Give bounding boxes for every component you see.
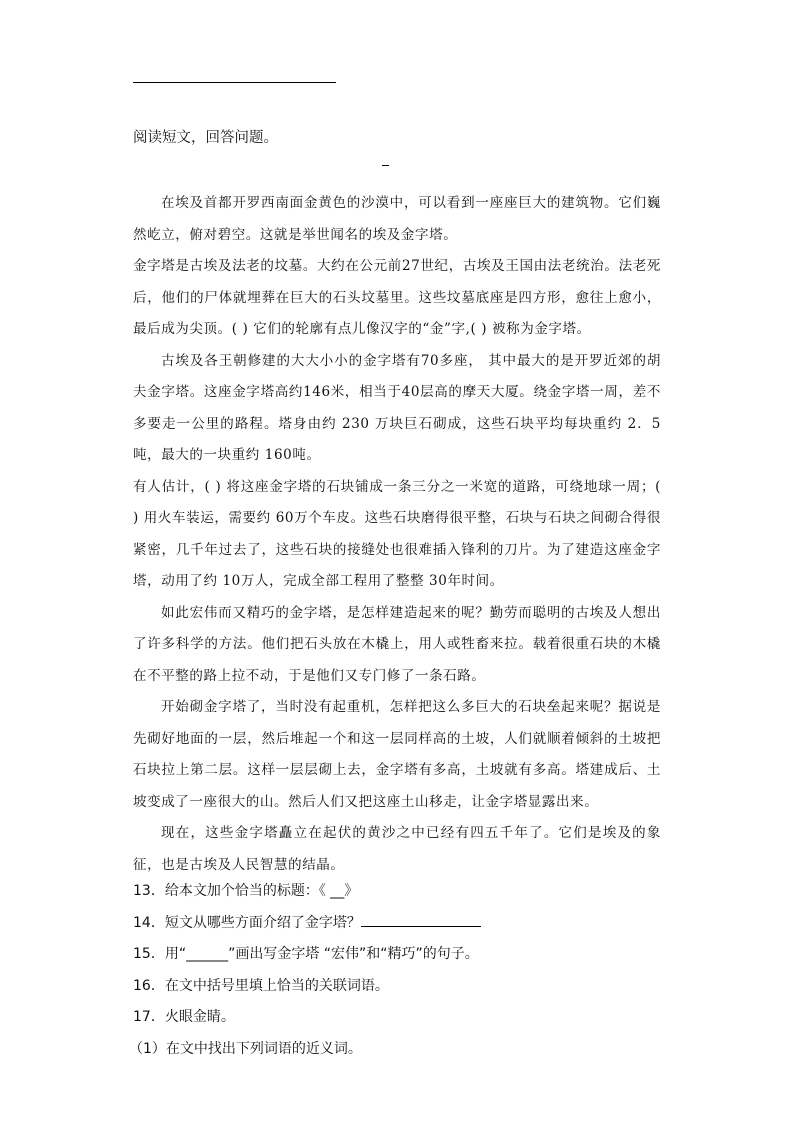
top-divider-line	[133, 82, 336, 83]
article-paragraph-1: 在埃及首都开罗西南面金黄色的沙漠中，可以看到一座座巨大的建筑物。它们巍然屹立，俯对碧空。这就是举世闻名的埃及金字塔。	[133, 195, 661, 243]
question-13: 13．给本文加个恰当的标题：《 __》	[133, 883, 359, 899]
article-paragraph-3: 古埃及各王朝修建的大大小小的金字塔有70多座， 其中最大的是开罗近郊的胡夫金字塔。这座金字塔高约146米，相当于40层高的摩天大厦。绕金字塔一周，差不多要走一公里的路程。塔身由约 230 万块巨石砌成，这些石块平均每块重约 2．5 吨，最大的一块重约 160吨。	[133, 352, 661, 463]
answer-blank-14[interactable]	[361, 912, 481, 927]
article-paragraph-5: 如此宏伟而又精巧的金字塔，是怎样建造起来的呢？勤劳而聪明的古埃及人想出了许多科学的方法。他们把石头放在木橇上，用人或牲畜来拉。载着很重石块的木橇在不平整的路上拉不动，于是他们又专门修了一条石路。	[133, 604, 661, 684]
reading-instruction: 阅读短文，回答问题。	[133, 130, 278, 146]
article-paragraph-7: 现在，这些金字塔矗立在起伏的黄沙之中已经有四五千年了。它们是埃及的象征，也是古埃及人民智慧的结晶。	[133, 825, 661, 873]
question-14-text: 14．短文从哪些方面介绍了金字塔？	[133, 914, 361, 931]
question-14	[133, 908, 693, 940]
article-paragraph-4: 有人估计，( ) 将这座金字塔的石块铺成一条三分之一米宽的道路，可绕地球一周；( ) 用火车装运，需要约 60万个车皮。这些石块磨得很平整，石块与石块之间砌合得很紧密，几千年过去了，这些石块的接缝处也很难插入锋利的刀片。为了建造这座金字塔，动用了约 10万人，完成全部工程用了整整 30年时间。	[133, 478, 661, 589]
question-15: 15．用“______”画出写金字塔 “宏伟”和“精巧”的句子。	[133, 946, 479, 962]
question-17: 17．火眼金睛。	[133, 1009, 235, 1025]
center-dash-mark	[382, 165, 389, 166]
article-paragraph-6: 开始砌金字塔了，当时没有起重机，怎样把这么多巨大的石块垒起来呢？据说是先砌好地面的一层，然后堆起一个和这一层同样高的土坡，人们就顺着倾斜的土坡把石块拉上第二层。这样一层层砌上去，金字塔有多高，土坡就有多高。塔建成后、土坡变成了一座很大的山。然后人们又把这座土山移走，让金字塔显露出来。	[133, 699, 661, 810]
article-paragraph-2: 金字塔是古埃及法老的坟墓。大约在公元前27世纪，古埃及王国由法老统治。法老死后，他们的尸体就埋葬在巨大的石头坟墓里。这些坟墓底座是四方形，愈往上愈小，最后成为尖顶。( ) 它们的轮廓有点儿像汉字的“金”字,( ) 被称为金字塔。	[133, 258, 661, 337]
question-17-part-1: （1）在文中找出下列词语的近义词。	[129, 1040, 362, 1057]
question-16: 16．在文中括号里填上恰当的关联词语。	[133, 977, 389, 994]
article-body	[133, 188, 661, 881]
question-list	[129, 876, 693, 1065]
